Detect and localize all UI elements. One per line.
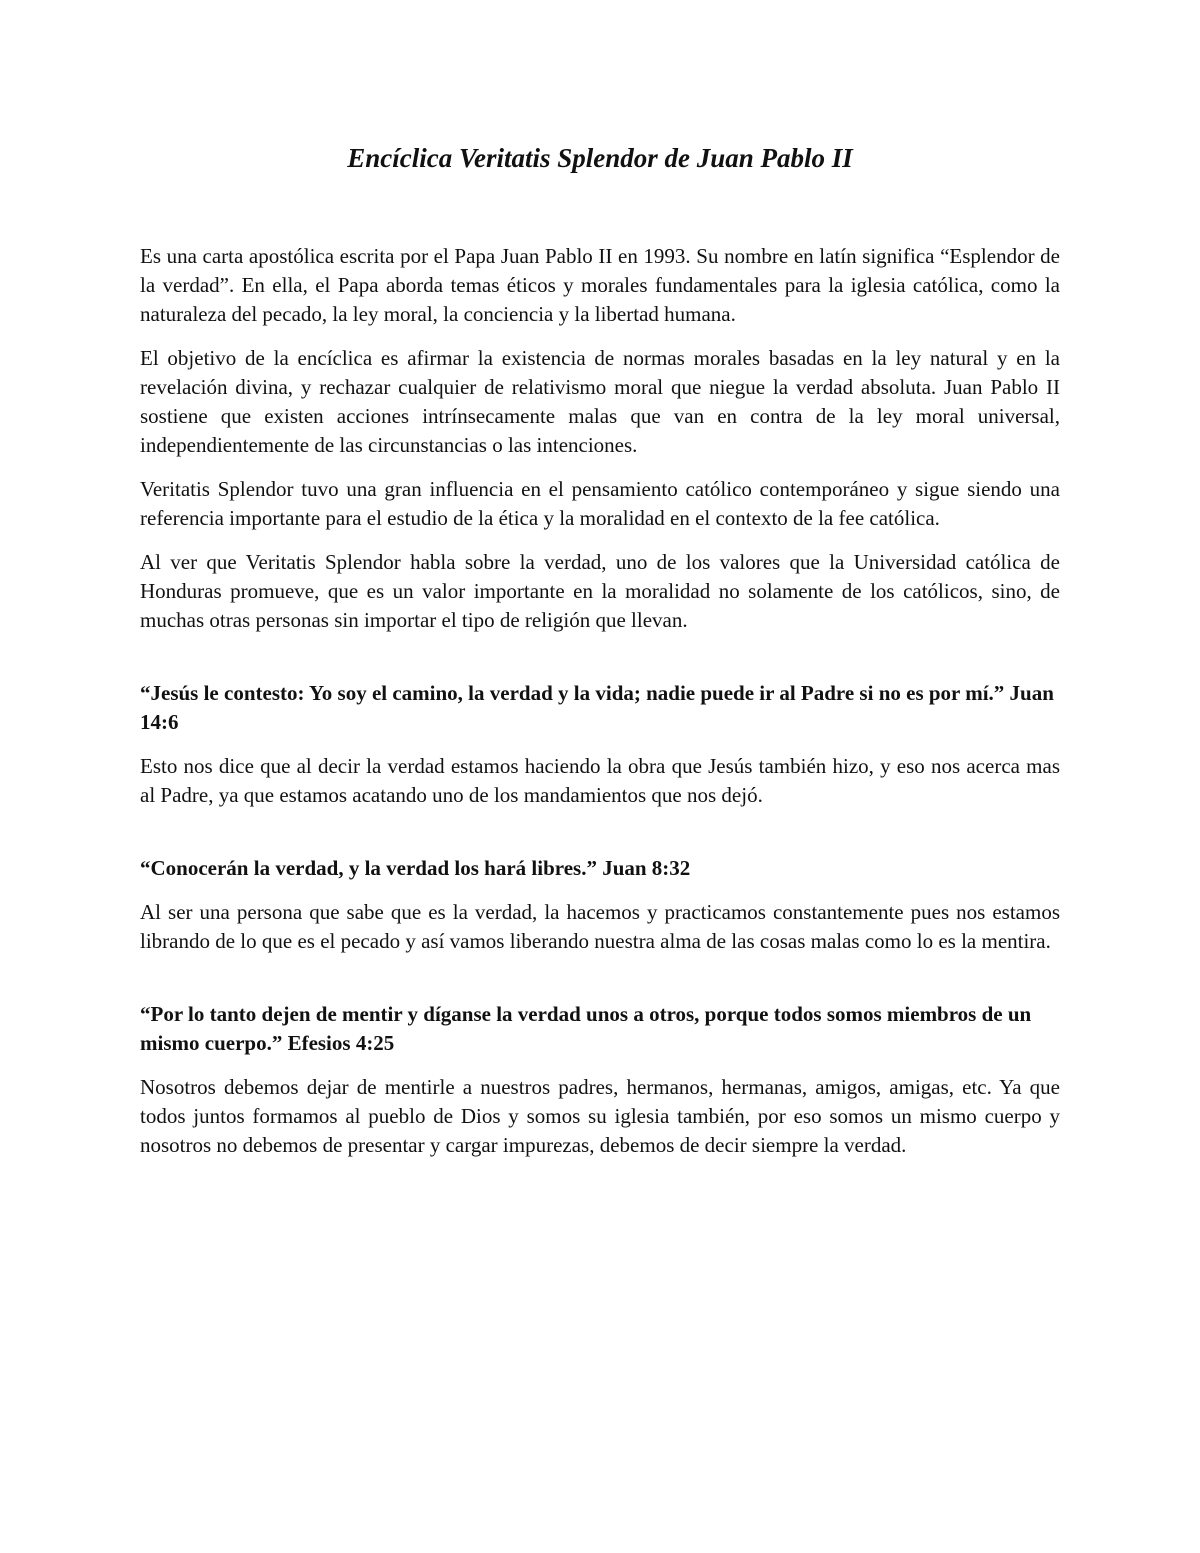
bible-quote-3: “Por lo tanto dejen de mentir y díganse la verdad unos a otros, porque todos somos miembros de un mismo cuerpo.” Efesios 4:25 xyxy=(140,1002,1032,1055)
quote-commentary-2: Al ser una persona que sabe que es la verdad, la hacemos y practicamos constantemente pues nos estamos librando de lo que es el pecado y así vamos liberando nuestra alma de las cosas malas como lo es la mentira. xyxy=(140,900,1060,953)
intro-paragraph-2: El objetivo de la encíclica es afirmar la existencia de normas morales basadas en la ley natural y en la revelación divina, y rechazar cualquier de relativismo moral que niegue la verdad absoluta. Juan Pablo II sostiene que existen acciones intrínsecamente malas que van en contra de la ley moral universal, independientemente de las circunstancias o las intenciones. xyxy=(140,346,1060,457)
document-title: Encíclica Veritatis Splendor de Juan Pablo II xyxy=(347,143,853,173)
bible-quote-2: “Conocerán la verdad, y la verdad los hará libres.” Juan 8:32 xyxy=(140,856,691,880)
document-body xyxy=(140,242,1060,1160)
intro-paragraph-4: Al ver que Veritatis Splendor habla sobre la verdad, uno de los valores que la Universidad católica de Honduras promueve, que es un valor importante en la moralidad no solamente de los católicos, sino, de muchas otras personas sin importar el tipo de religión que llevan. xyxy=(140,550,1060,632)
quote-commentary-1: Esto nos dice que al decir la verdad estamos haciendo la obra que Jesús también hizo, y eso nos acerca mas al Padre, ya que estamos acatando uno de los mandamientos que nos dejó. xyxy=(140,754,1060,807)
intro-paragraph-1: Es una carta apostólica escrita por el Papa Juan Pablo II en 1993. Su nombre en latín significa “Esplendor de la verdad”. En ella, el Papa aborda temas éticos y morales fundamentales para la iglesia católica, como la naturaleza del pecado, la ley moral, la conciencia y la libertad humana. xyxy=(140,244,1060,326)
intro-paragraph-3: Veritatis Splendor tuvo una gran influencia en el pensamiento católico contemporáneo y sigue siendo una referencia importante para el estudio de la ética y la moralidad en el contexto de la fee católica. xyxy=(140,477,1060,530)
quote-commentary-3: Nosotros debemos dejar de mentirle a nuestros padres, hermanos, hermanas, amigos, amigas, etc. Ya que todos juntos formamos al pueblo de Dios y somos su iglesia también, por eso somos un mismo cuerpo y nosotros no debemos de presentar y cargar impurezas, debemos de decir siempre la verdad. xyxy=(140,1075,1060,1157)
bible-quote-1: “Jesús le contesto: Yo soy el camino, la verdad y la vida; nadie puede ir al Padre si no es por mí.” Juan 14:6 xyxy=(140,681,1054,734)
